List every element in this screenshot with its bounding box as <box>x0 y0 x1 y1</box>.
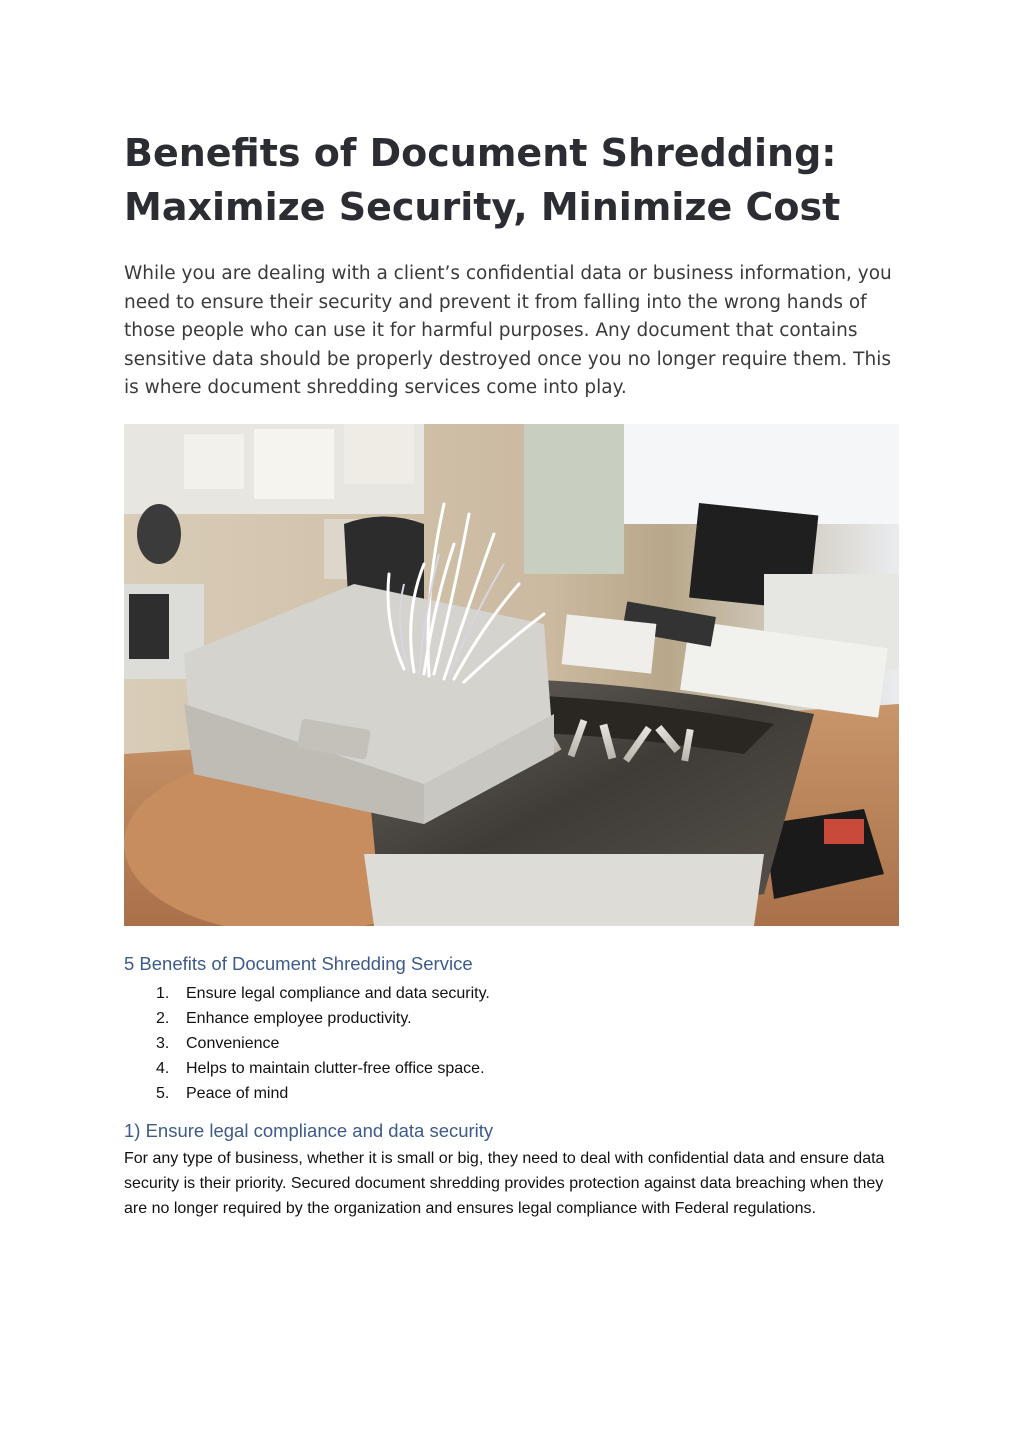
list-item <box>124 981 490 1006</box>
list-item-number: 3. <box>156 1035 170 1052</box>
list-item <box>124 1081 490 1106</box>
list-item <box>124 1031 490 1056</box>
list-item-text: Enhance employee productivity. <box>186 1010 412 1027</box>
list-item-number: 4. <box>156 1060 170 1077</box>
list-item-number: 5. <box>156 1085 170 1102</box>
intro-paragraph: While you are dealing with a client’s confidential data or business information, you need to ensure their security and prevent it from falling into the wrong hands of those people who can use it for harmful purposes. Any document that contains sensitive data should be properly destroyed once you no longer require them. This is where document shredding services come into play. <box>124 263 892 399</box>
page-title: Benefits of Document Shredding: Maximize Security, Minimize Cost <box>124 131 841 229</box>
benefits-list <box>124 981 490 1106</box>
shredder-photo <box>124 424 899 926</box>
list-item-text: Helps to maintain clutter-free office space. <box>186 1060 485 1077</box>
list-item <box>124 1006 490 1031</box>
list-item-text: Ensure legal compliance and data security. <box>186 985 490 1002</box>
list-item-text: Peace of mind <box>186 1085 289 1102</box>
list-item-number: 2. <box>156 1010 170 1027</box>
list-item-number: 1. <box>156 985 170 1002</box>
list-item-text: Convenience <box>186 1035 280 1052</box>
benefits-heading: 5 Benefits of Document Shredding Service <box>124 953 473 974</box>
section1-body: For any type of business, whether it is small or big, they need to deal with confidential data and ensure data security is their priority. Secured document shredding provides protection against data breaching when they are no longer required by the organization and ensures legal compliance with Federal regulations. <box>124 1150 885 1217</box>
list-item <box>124 1056 490 1081</box>
section1-heading: 1) Ensure legal compliance and data security <box>124 1120 494 1141</box>
